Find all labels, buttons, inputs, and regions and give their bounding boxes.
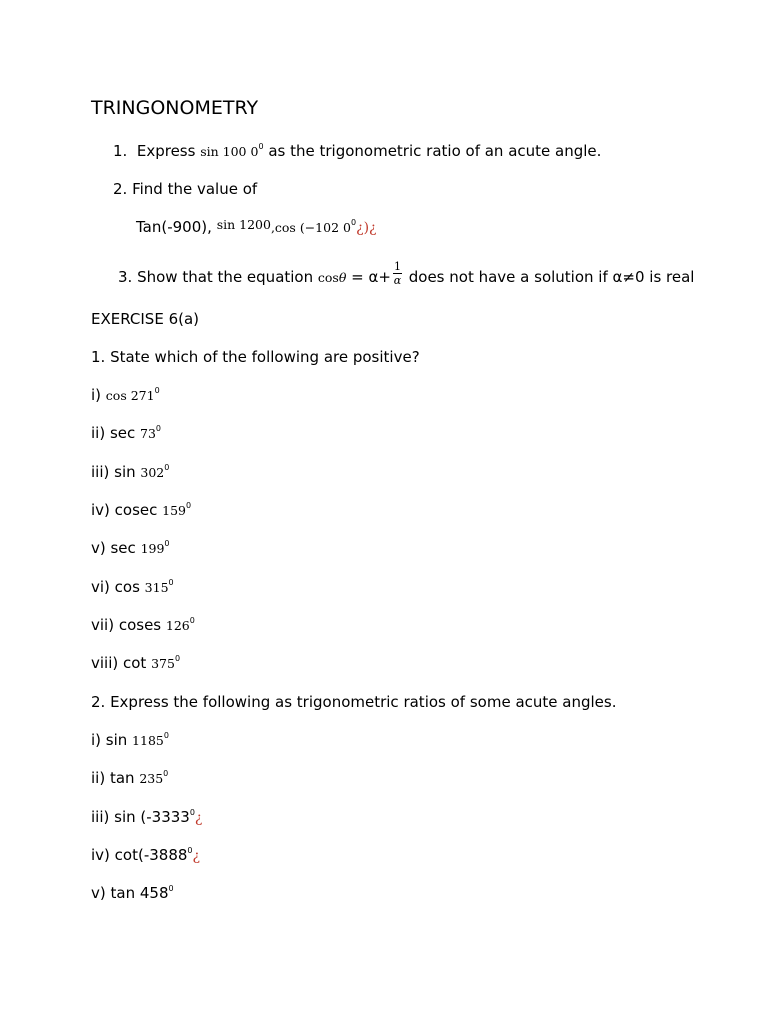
degree-superscript: 0 [189, 808, 195, 817]
intro-question-3 [118, 260, 695, 291]
sin-expression: sin 1200 [216, 217, 271, 232]
item-label: iv) cot( [91, 846, 144, 864]
exercise-question-2: 2. Express the following as trigonometric ratios of some acute angles. [91, 693, 617, 711]
item-label: iii) sin ( [91, 808, 147, 826]
list-item [91, 846, 200, 865]
item-label: vii) coses [91, 616, 166, 634]
list-item [91, 424, 161, 443]
degree-superscript: 0 [168, 578, 174, 587]
item-label: ii) sec [91, 424, 141, 442]
question-text: does not have a solution if α≠0 is real [408, 268, 695, 286]
garbled-glyph: ¿ [192, 848, 201, 864]
angle-value: 1185 [132, 733, 164, 748]
degree-superscript: 0 [258, 142, 264, 151]
item-label: iii) sin [91, 463, 141, 481]
fraction-denominator: α [393, 274, 402, 287]
tan-expression: Tan(-900), [136, 218, 212, 236]
item-label: i) sin [91, 731, 133, 749]
math-function: cos [105, 388, 131, 403]
question-text: Express [136, 142, 196, 160]
item-label: v) tan 45 [91, 884, 159, 902]
angle-value: 159 [162, 503, 187, 518]
angle-value: 199 [140, 541, 165, 556]
question-number: 1. [113, 142, 128, 160]
item-label: iv) cosec [91, 501, 163, 519]
angle-value: 8 [158, 884, 169, 902]
degree-superscript: 0 [163, 769, 169, 778]
item-label: v) sec [91, 539, 141, 557]
angle-value: 73 [140, 426, 156, 441]
degree-superscript: 0 [189, 616, 195, 625]
page-title: TRINGONOMETRY [91, 97, 259, 119]
list-item [91, 386, 160, 405]
fraction [393, 260, 402, 287]
item-label: viii) cot [91, 654, 152, 672]
angle-value: 271 [130, 388, 155, 403]
list-item [91, 731, 169, 750]
list-item [91, 808, 202, 827]
list-item [91, 578, 174, 597]
degree-superscript: 0 [174, 654, 181, 663]
math-expression: sin 100 0 [200, 144, 259, 159]
intro-question-2: 2. Find the value of [113, 180, 258, 198]
garbled-glyph: ¿ [194, 810, 203, 826]
exercise-heading: EXERCISE 6(a) [91, 310, 200, 328]
degree-superscript: 0 [186, 501, 192, 510]
list-item [91, 616, 195, 635]
list-item [91, 769, 168, 788]
angle-value: -3333 [146, 808, 190, 826]
degree-superscript: 0 [164, 463, 170, 472]
list-item [91, 539, 170, 558]
exercise-question-1: 1. State which of the following are positive? [91, 348, 420, 366]
degree-superscript: 0 [154, 386, 160, 395]
list-item [91, 501, 191, 520]
angle-value: 302 [140, 465, 165, 480]
intro-question-1 [113, 142, 601, 161]
cos-function: cos [317, 270, 339, 285]
angle-value: 315 [144, 580, 169, 595]
list-item [91, 654, 180, 673]
degree-superscript: 0 [155, 424, 162, 433]
degree-superscript: 0 [164, 539, 170, 548]
equation-part: = α+ [351, 268, 391, 286]
intro-question-2-expressions [136, 218, 377, 237]
degree-superscript: 0 [163, 731, 169, 740]
item-label: vi) cos [91, 578, 145, 596]
item-label: ii) tan [91, 769, 140, 787]
degree-superscript: 0 [168, 884, 174, 893]
garbled-glyphs: ¿)¿ [356, 220, 377, 236]
fraction-numerator: 1 [393, 260, 401, 273]
angle-value: 126 [165, 618, 190, 633]
degree-superscript: 0 [350, 218, 357, 227]
cos-expression: ,cos (−102 0 [270, 220, 351, 235]
angle-value: -3888 [143, 846, 188, 864]
angle-value: 235 [139, 771, 164, 786]
question-text: 3. Show that the equation [118, 268, 314, 286]
theta-symbol: θ [338, 270, 347, 285]
angle-value: 375 [151, 656, 175, 671]
item-label: i) [91, 386, 106, 404]
question-text: as the trigonometric ratio of an acute angle. [268, 142, 602, 160]
degree-superscript: 0 [187, 846, 193, 855]
list-item [91, 463, 169, 482]
list-item [91, 884, 174, 902]
